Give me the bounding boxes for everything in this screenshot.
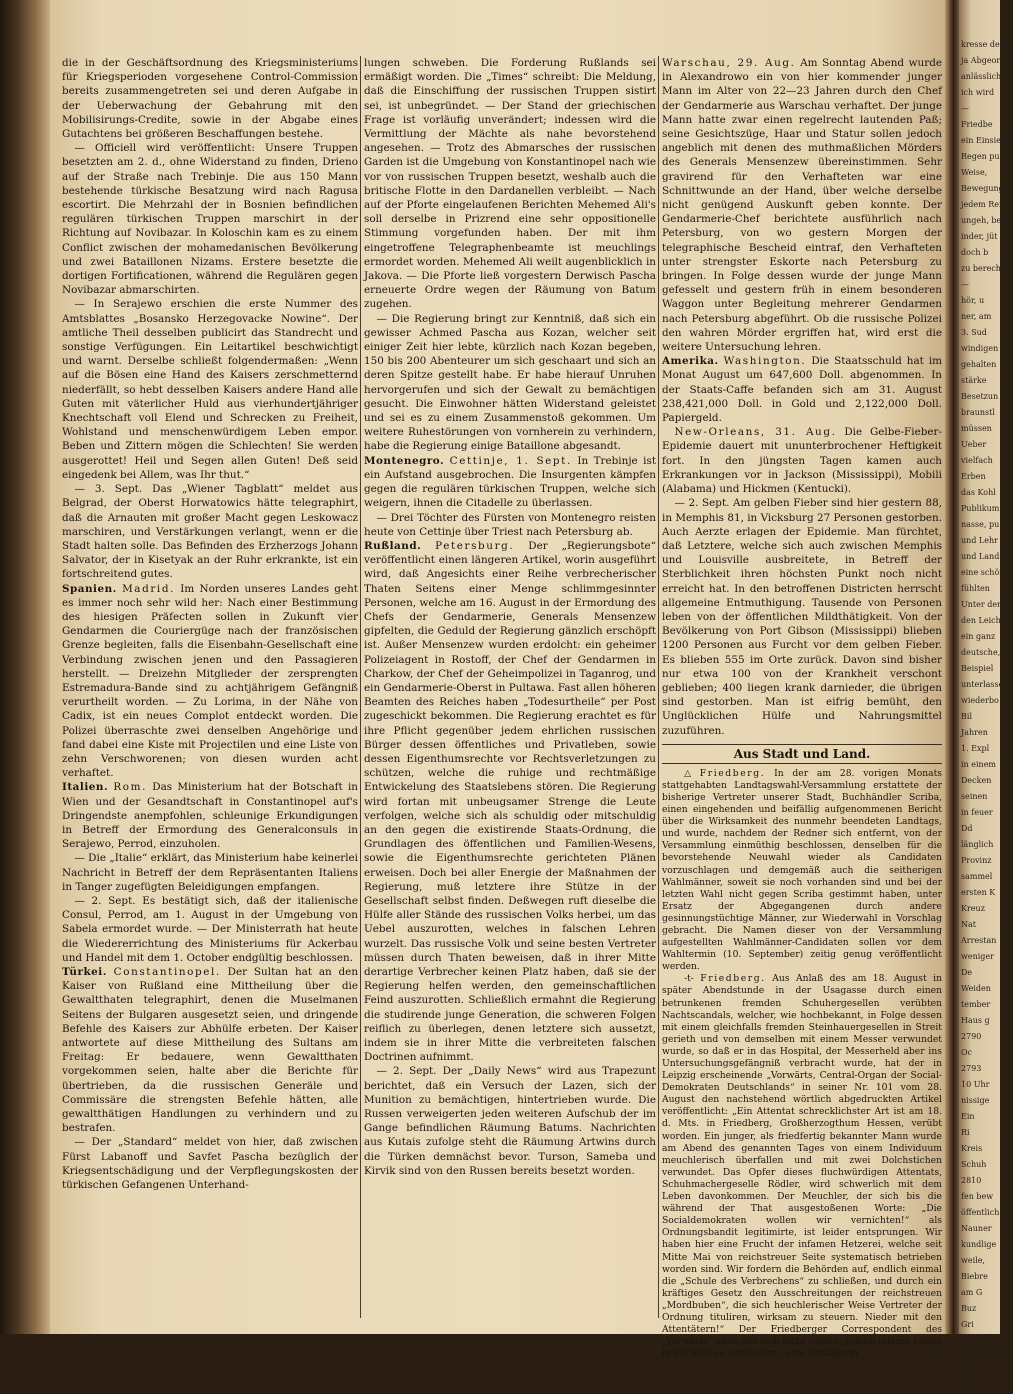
adjacent-page-fragment: windigen: [961, 344, 999, 353]
article-text: — Die „Italie“ erklärt, das Ministerium habe keinerlei Nachricht in Betreff der dem Repräsentanten Italiens in Tanger zugefügten Beleidigungen empfangen.: [62, 852, 358, 893]
article-text: Das Ministerium hat der Botschaft in Wien und der Gesandtschaft in Constantinopel auf's Dringendste anempfohlen, schleunige Erkundigungen in Betreff der Ermordung des Generalconsuls in Serajewo, Perrod, einzuholen.: [62, 781, 358, 851]
adjacent-page-fragment: unterlasse: [961, 680, 1004, 689]
column-rule: [360, 56, 361, 1318]
adjacent-page-fragment: ein Einsiedel: [961, 136, 1013, 145]
article-text: Der Sultan hat an den Kaiser von Rußland eine Mittheilung über die Gewaltthaten telegraphirt, denen die Muselmanen Seitens der Bulgaren ausgesetzt seien, und dringende Befehle des Kaisers zur Abhülfe erbeten. Der Kaiser antwortete auf diese Mittheilung des Sultans am Freitag: Er bedauere, wenn Gewaltthaten vorgekommen seien, halte aber die Berichte für übertrieben, da die russischen Generäle und Commissäre die strengsten Befehle hätten, alle gewaltthätigen Handlungen zu verhindern und zu bestrafen.: [62, 966, 359, 1135]
adjacent-page-fragment: Regen pur: [961, 152, 1004, 161]
adjacent-page-fragment: Kreis: [961, 1144, 983, 1153]
adjacent-page-fragment: Buz: [961, 1304, 977, 1313]
adjacent-page-fragment: zu berech: [961, 264, 1001, 273]
adjacent-page-fragment: Nauner: [961, 1224, 992, 1233]
dateline: Warschau, 29. Aug.: [662, 57, 796, 69]
article-paragraph: [364, 56, 656, 312]
adjacent-page-fragment: jedem Rei: [961, 200, 1002, 209]
adjacent-page-fragment: Unter den: [961, 600, 1003, 609]
article-text: die in der Geschäftsordnung des Kriegsministeriums für Kriegsperioden vorgesehene Control-Commission bereits zusammengetreten sei und deren Aufgabe in der Ueberwachung der Gebahrung mit den Mobilisirungs-Credite, sowie in der Abgabe eines Gutachtens bei größeren Beschaffungen bestehe.: [62, 57, 358, 141]
article-paragraph: [662, 56, 942, 354]
adjacent-page-fragment: Gemeinde: [961, 1352, 1003, 1361]
newspaper-page: [50, 0, 945, 1360]
article-paragraph: [62, 482, 358, 581]
country-heading: Italien.: [62, 781, 109, 794]
article-text: Aus Anlaß des am 18. August in später Abendstunde in der Usagasse durch einen betrunkenen fremden Schuhergesellen verübten Nachtscandals, welcher, wie hochbekannt, in Folge dessen mit einem gleichfalls fremden Steinhauergesellen in Streit gerieth und von demselben mit einem Messer verwundet wurde, so daß er in das Hospital, der Messerheld aber ins Untersuchungsgefängniß verbracht wurde, hat der in Leipzig erscheinende „Vorwärts, Central-Organ der Social-Demokraten Deutschlands“ in seiner Nr. 101 vom 28. August den nachstehend wörtlich abgedruckten Artikel veröffentlicht: „Ein Attentat schrecklichster Art ist am 18. d. Mts. in Friedberg, Großherzogthum Hessen, verübt worden. Ein junger, als friedfertig bekannter Mann wurde am Abend des genannten Tages von einem Individuum meuchlerisch überfallen und mit zwei Dolchstichen verwundet. Das Opfer dieses fluchwürdigen Attentats, Schuhmachergeselle Rödler, wird schwerlich mit dem Leben davonkommen. Der Meuchler, der sich bis die während der That ausgestoßenen Worte: „Die Socialdemokraten wollen wir vernichten!“ als Ordnungsbandit legitimirte, ist leider entsprungen. Wir haben hier eine Frucht der infamen Hetzerei, welche seit Mitte Mai von reichstreuer Seite systematisch betrieben worden sind. Wir fordern die Behörden auf, endlich einmal die „Schule des Verbrechens“ zu schließen, und durch ein kräftiges Gesetz den Ausschreitungen der reichstreuen „Mordbuben“, die sich heuchlerischer Weise Vertreter der Ordnung tituliren, wirksam zu steuern. Nieder mit den Attentätern!“ Der Friedberger Correspondent des „Vorwärts“ aber, der sich nicht scheut, solche infame Lügen in die Welt zu schleudern, eine Schlägerei: [662, 973, 942, 1360]
adjacent-page-fragment: nasse, pu: [961, 520, 1000, 529]
article-paragraph: [62, 56, 358, 141]
article-paragraph: [662, 973, 942, 1360]
country-heading: Spanien.: [62, 582, 117, 595]
article-paragraph: [62, 582, 358, 781]
article-paragraph: [662, 768, 942, 974]
adjacent-page-fragment: Arrestan: [961, 936, 997, 945]
country-heading: Amerika.: [662, 355, 719, 368]
adjacent-page-fragment: Gri: [961, 1320, 974, 1329]
adjacent-page-fragment: Kreuz: [961, 904, 985, 913]
adjacent-page-fragment: sammel: [961, 872, 993, 881]
adjacent-page-fragment: Ri: [961, 1128, 970, 1137]
article-text: Im Norden unseres Landes geht es immer noch sehr wild her: Nach einer Bestimmung des hiesigen Präfecten sollen in Zukunft vier Gendarmen die Couriergüge nach der französischen Grenze begleiten, falls die Eisenbahn-Gesellschaft eine Verbindung zwischen jenen und den Passagieren herstellt. — Dreizehn Mitglieder der zersprengten Estremadura-Bande sind zu achtjährigem Gefängniß verurtheilt worden. — Zu Lorima, in der Nähe von Cadix, ist ein neues Complot entdeckt worden. Die Polizei überraschte zwei denselben Angehörige und fand dabei eine Kiste mit Projectilen und eine Liste von zehn Verschworenen; von diesen wurden acht verhaftet.: [62, 582, 358, 780]
column-rule: [658, 56, 659, 1318]
column-2: [364, 56, 656, 1318]
adjacent-page-fragment: Bil: [961, 712, 972, 721]
adjacent-page-fragment: länglich: [961, 840, 994, 849]
adjacent-page-fragment: ein ganz: [961, 632, 996, 641]
adjacent-page-fragment: in einem: [961, 760, 997, 769]
paragraph-marker: -t-: [684, 974, 694, 985]
adjacent-page-fragment: ner, am: [961, 312, 992, 321]
adjacent-page-fragment: Weise,: [961, 168, 988, 177]
article-paragraph: [364, 312, 656, 454]
dateline: Washington.: [723, 355, 807, 368]
adjacent-page-fragment: braunstl: [961, 408, 995, 417]
article-text: Am Sonntag Abend wurde in Alexandrowo ein von hier kommender junger Mann im Alter von 22—23 Jahren durch den Chef der Gendarmerie aus Warschau verhaftet. Der junge Mann hatte zwar einen regelrecht lautenden Paß; seine Gesichtszüge, Haar und Statur sollen jedoch angeblich mit denen des muthmaßlichen Mörders des Generals Mensenzew übereinstimmen. Sehr gravirend für den Verhafteten war eine Schnittwunde an der Hand, über welche derselbe nicht genügend Auskunft geben konnte. Der Gendarmerie-Chef berichtete ausführlich nach Petersburg, von wo gestern Morgen der telegraphische Bescheid eintraf, den Verhafteten unter strengster Eskorte nach Petersburg zu bringen. In Folge dessen wurde der junge Mann gefesselt und gestern früh in einem besonderen Waggon unter Begleitung mehrerer Gendarmen nach Petersburg abgeführt. Ob die russische Polizei den wahren Mörder ergriffen hat, wird erst die weitere Untersuchung lehren.: [662, 57, 942, 354]
adjacent-page-fragment: Provinz: [961, 856, 992, 865]
adjacent-page-edge: [959, 0, 1013, 1393]
adjacent-page-fragment: Friedbe: [961, 120, 993, 129]
adjacent-page-fragment: inder, jüt: [961, 232, 998, 241]
local-news: [662, 768, 942, 1361]
adjacent-page-fragment: fühlten: [961, 584, 990, 593]
adjacent-page-fragment: Schuh: [961, 1160, 987, 1169]
section-heading: Aus Stadt und Land.: [662, 744, 942, 764]
article-paragraph: [662, 354, 942, 425]
dateline: Friedberg.: [699, 767, 766, 779]
article-text: — 3. Sept. Das „Wiener Tagblatt“ meldet aus Belgrad, der Oberst Horwatowics hätte telegraphirt, daß die Arnauten mit großer Macht gegen Leskowacz marschiren, und Verstärkungen verlangt, wenn er die Stadt halten solle. Das Befinden des Erzherzogs Johann Salvator, der in Kisetyak an der Ruhr erkrankte, ist ein fortschreitend gutes.: [62, 483, 358, 581]
adjacent-page-fragment: vielfach: [961, 456, 993, 465]
adjacent-page-fragment: Besetzun: [961, 392, 999, 401]
dateline: Constantinopel.: [113, 966, 221, 978]
article-paragraph: [662, 425, 942, 496]
adjacent-page-fragment: 1. Expl: [961, 744, 990, 753]
adjacent-page-fragment: am G: [961, 1288, 983, 1297]
adjacent-page-fragment: ungeh, ber: [961, 216, 1006, 225]
article-text: — 2. Sept. Am gelben Fieber sind hier gestern 88, in Memphis 81, in Vicksburg 27 Personen gestorben. Auch Aerzte erlagen der Epidemie. Man fürchtet, daß Letztere, welche sich auch zwischen Memphis und Louisville ausbreitete, in Betreff der Sterblichkeit ihren höchsten Punkt noch nicht erreicht hat. In den betroffenen Districten herrscht allgemeine Entmuthigung. Tausende von Personen leben von der öffentlichen Mildthätigkeit. Von der Bevölkerung von Port Gibson (Mississippi) blieben 1200 Personen aus Furcht vor dem gelben Fieber. Es blieben 555 im Orte zurück. Davon sind bisher nur etwa 100 von der Krankheit verschont geblieben; 400 liegen krank darnieder, die übrigen sind gestorben. Man ist eifrig bemüht, den Unglücklichen Hülfe und Nahrungsmittel zuzuführen.: [662, 497, 942, 737]
adjacent-page-fragment: Dd: [961, 824, 973, 833]
adjacent-page-fragment: und Land: [961, 552, 1000, 561]
adjacent-page-fragment: 2810: [961, 1176, 982, 1185]
adjacent-page-fragment: weniger: [961, 952, 994, 961]
dateline: New-Orleans, 31. Aug.: [674, 426, 837, 439]
adjacent-page-fragment: De: [961, 968, 973, 977]
article-text: — Die Regierung bringt zur Kenntniß, daß sich ein gewisser Achmed Pascha aus Kozan, welcher seit einiger Zeit hier lebte, kürzlich nach Kozan begeben, 150 bis 200 Abenteurer um sich geschaart und sich an deren Spitze gestellt habe. Er habe hierauf Unruhen hervorgerufen und sich der Gewalt zu bemächtigen gesucht. Die Einwohner hätten Widerstand geleistet und sei es zu einem Zusammenstoß gekommen. Um weitere Ruhestörungen von vornherein zu verhindern, habe die Regierung einige Bataillone abgesandt.: [364, 312, 656, 453]
adjacent-page-fragment: Beispiel: [961, 664, 994, 673]
article-paragraph: [364, 1064, 656, 1178]
article-paragraph: [62, 894, 358, 965]
adjacent-page-fragment: Weiden: [961, 984, 991, 993]
adjacent-page-fragment: das Kohl: [961, 488, 996, 497]
adjacent-page-fragment: 2834: [961, 1368, 982, 1377]
adjacent-page-fragment: doch b: [961, 248, 989, 257]
adjacent-page-fragment: wiederbo: [961, 696, 999, 705]
dateline: Cettinje, 1. Sept.: [449, 454, 572, 467]
article-paragraph: [62, 141, 358, 297]
adjacent-page-fragment: deutsche,: [961, 648, 1001, 657]
article-text: In Trebinje ist ein Aufstand ausgebrochen. Die Insurgenten kämpfen gegen die regulären türkischen Truppen, welche sich weigern, ihnen die Citadelle zu überlassen.: [364, 454, 656, 510]
adjacent-page-fragment: 2790: [961, 1032, 982, 1041]
adjacent-page-fragment: den Leich: [961, 616, 1001, 625]
article-paragraph: [62, 965, 358, 1135]
article-paragraph: [62, 1135, 358, 1192]
adjacent-page-fragment: gehalten: [961, 360, 997, 369]
adjacent-page-fragment: 10 Uhr: [961, 1080, 990, 1089]
article-text: — In Serajewo erschien die erste Nummer des Amtsblattes „Bosansko Herzegovacke Nowine“. Der amtliche Theil desselben publicirt das Standrecht und sonstige Verfügungen. Ein Leitartikel beschwichtigt und warnt. Derselbe schließt folgendermaßen: „Wenn auf die Bösen eine Hand des Kaisers zerschmetternd niederfällt, so hebt desselben Kaisers andere Hand alle Guten mit väterlicher Huld aus vierhundertjähriger Knechtschaft voll Elend und Schrecken zu Freiheit, Wohlstand und menschenwürdigem Leben empor. Beben und Zittern mögen die Schlechten! Sie werden ausgerottet! Heil und Segen allen Guten! Deß seid eingedenk bei Allem, was Ihr thut.“: [62, 298, 358, 481]
adjacent-page-fragment: hör, u: [961, 296, 985, 305]
article-text: — Officiell wird veröffentlicht: Unsere Truppen besetzten am 2. d., ohne Widerstand zu finden, Drieno auf der Straße nach Trebinje. Die aus 150 Mann bestehende türkische Besatzung wird nach Ragusa escortirt. Die Mehrzahl der in Bosnien befindlichen regulären türkischen Truppen marschirt in der Richtung auf Novibazar. In Koloschin kam es zu einem Conflict zwischen der mohamedanischen Bevölkerung und zwei Bataillonen Nizams. Erstere besetzte die dortigen Fortificationen, während die Regulären gegen Novibazar abmarschirten.: [62, 142, 358, 297]
adjacent-page-fragment: weile,: [961, 1256, 985, 1265]
adjacent-page-fragment: anlässlich: [961, 72, 1002, 81]
article-paragraph: [364, 511, 656, 539]
article-paragraph: [364, 454, 656, 511]
column-3: [662, 56, 943, 1360]
article-text: — Der „Standard“ meldet von hier, daß zwischen Fürst Labanoff und Savfet Pascha bezüglich der Kriegsentschädigung und der Verpflegungskosten der türkischen Gefangenen Unterhand-: [62, 1136, 358, 1192]
adjacent-page-fragment: tember: [961, 1000, 991, 1009]
article-text: Der „Regierungsbote“ veröffentlicht einen längeren Artikel, worin ausgeführt wird, daß Angesichts einer Reihe verbrecherischer Thaten Seitens einer Menge schlimmgesinnter Personen, welche am 16. August in der Ermordung des Chefs der Gendarmerie, Generals Mensenzew gipfelten, die Geduld der Regierung gänzlich erschöpft ist. Außer Mensenzew wurden erdolcht: ein geheimer Polizeiagent in Rostoff, der Chef der Gendarmen in Charkow, der Chef der Geheimpolizei in Taganrog, und ein Gendarmerie-Oberst in Pultawa. Fast allen höheren Beamten des Reiches haben „Todesurtheile“ per Post zugeschickt bekommen. Die Regierung erachtet es für ihre Pflicht gegenüber jedem ehrlichen russischen Bürger dessen öffentliches und Privatleben, sowie dessen Eigenthumsrechte vor Rechtsverletzungen zu schützen, welche die ruhige und rechtmäßige Entwickelung des Staatslebens stören. Die Regierung wird fortan mit unbeugsamer Strenge die Leute verfolgen, welche sich als schuldig oder mitschuldig an den gegen die existirende Staats-Ordnung, die Grundlagen des öffentlichen und Familien-Wesens, sowie die Eigenthumsrechte gerichteten Plänen erweisen. Doch bei aller Energie der Maßnahmen der Regierung, muß letztere ihre Stütze in der Gesellschaft selbst finden. Deßwegen ruft dieselbe die Hülfe aller Stände des russischen Volks herbei, um das Uebel auszurotten, welches in falschen Lehren wurzelt. Das russische Volk und seine besten Vertreter müssen durch Thaten beweisen, daß in ihrer Mitte derartige Verbrecher keinen Platz haben, daß sie der Regierung helfen werden, den gemeinschaftlichen Feind auszurotten. Schließlich ermahnt die Regierung die studirende junge Generation, die schweren Folgen reiflich zu überlegen, denen letztere sich aussetzt, indem sie in ihrer Mitte die verbreiteten falschen Doctrinen aufnimmt.: [364, 539, 656, 1064]
adjacent-page-fragment: Nat: [961, 920, 976, 929]
adjacent-page-fragment: ersten K: [961, 888, 996, 897]
article-paragraph: [662, 496, 942, 737]
dateline: Petersburg.: [435, 539, 515, 552]
adjacent-page-fragment: seinen: [961, 792, 988, 801]
adjacent-page-fragment: Decken: [961, 776, 992, 785]
adjacent-page-fragment: Ein: [961, 1112, 975, 1121]
article-text: Die Gelbe-Fieber-Epidemie dauert mit ununterbrochener Heftigkeit fort. In den jüngsten Tagen kamen auch Erkrankungen vor in Jackson (Mississippi), Mobili (Alabama) und Hickmen (Kentucki).: [662, 426, 942, 496]
article-text: — 2. Sept. Der „Daily News“ wird aus Trapezunt berichtet, daß ein Versuch der Lazen, sich der Munition zu bemächtigen, hintertrieben wurde. Die Russen verweigerten jeden weiteren Aufschub der im Gange befindlichen Räumung Batums. Nachrichten aus Kutais zufolge steht die Räumung Artwins durch die Türken demnächst bevor. Turson, Sameba und Kirvik sind von den Russen bereits besetzt worden.: [364, 1065, 656, 1177]
adjacent-page-fragment: öffentlich: [961, 1208, 1000, 1217]
adjacent-page-fragment: —: [961, 280, 969, 289]
article-text: — 2. Sept. Es bestätigt sich, daß der italienische Consul, Perrod, am 1. August in der Umgebung von Sabela ermordet wurde. — Der Ministerrath hat heute die Wiedererrichtung des Ministeriums für Ackerbau und Handel mit dem 1. October endgültig beschlossen.: [62, 894, 358, 964]
article-paragraph: [62, 780, 358, 851]
country-heading: Türkei.: [62, 966, 107, 978]
country-heading: Rußland.: [364, 539, 422, 552]
dateline: Rom.: [113, 781, 147, 794]
adjacent-page-fragment: 2809: [961, 1336, 982, 1345]
adjacent-page-fragment: ich wird: [961, 88, 995, 97]
adjacent-page-fragment: Haus g: [961, 1016, 990, 1025]
adjacent-page-fragment: Publikum: [961, 504, 1000, 513]
adjacent-page-fragment: Biebre: [961, 1272, 988, 1281]
adjacent-page-fragment: in feuer: [961, 808, 993, 817]
adjacent-page-fragment: Jahren: [961, 728, 988, 737]
article-text: — Drei Töchter des Fürsten von Montenegro reisten heute von Cettinje über Triest nach Petersburg ab.: [364, 511, 656, 538]
adjacent-page-fragment: stärke: [961, 376, 987, 385]
adjacent-page-fragment: fen bew: [961, 1192, 994, 1201]
article-paragraph: [62, 851, 358, 894]
article-paragraph: [62, 297, 358, 482]
article-text: In der am 28. vorigen Monats stattgehabten Landtagswahl-Versammlung erstattete der bisherige Vertreter unserer Stadt, Buchhändler Scriba, einen eingehenden und beifällig aufgenommenen Bericht über die Wirksamkeit des nunmehr beendeten Landtags, und wurde, nachdem der Redner sich entfernt, von der Versammlung einmüthig beschlossen, denselben für die bevorstehende Neuwahl wieder als Candidaten vorzuschlagen und demgemäß auch die seitherigen Wahlmänner, soweit sie noch vorhanden sind und bei der letzten Wahl nicht gegen Scriba gestimmt haben, unter Ersatz der Abgegangenen durch andere gesinnungstüchtige Männer, zur Wiederwahl in Vorschlag gebracht. Die Namen dieser von der Versammlung aufgestellten Wahlmänner-Candidaten sollen vor dem Wahltermin (10. September) zeitig genug veröffentlicht werden.: [662, 767, 943, 973]
country-heading: Montenegro.: [364, 454, 445, 467]
adjacent-page-fragment: Bewegung: [961, 184, 1004, 193]
column-3-news: [662, 56, 942, 738]
article-text: Die Staatsschuld hat im Monat August um 647,600 Doll. abgenommen. In der Staats-Caffe befanden sich am 31. August 238,421,000 Doll. in Gold und 2,122,000 Doll. Papiergeld.: [662, 355, 942, 425]
book-spine-edge: [0, 0, 50, 1334]
column-1: [62, 56, 358, 1318]
adjacent-page-fragment: 3. Sud: [961, 328, 987, 337]
adjacent-page-fragment: Oc: [961, 1048, 973, 1057]
dateline: Madrid.: [122, 582, 175, 595]
adjacent-page-fragment: nissige: [961, 1096, 990, 1105]
paragraph-marker: △: [684, 768, 691, 779]
article-text: lungen schweben. Die Forderung Rußlands sei ermäßigt worden. Die „Times“ schreibt: Die Meldung, daß die Einschiffung der russischen Truppen sistirt sei, ist unbegründet. — Der Stand der griechischen Frage ist vorläufig unverändert; indessen wird die Vermittlung der Mächte als nahe bevorstehend angesehen. — Trotz des Abmarsches der russischen Garden ist die Umgebung von Konstantinopel nach wie vor von russischen Truppen besetzt, weshalb auch die britische Flotte in den Dardanellen verbleibt. — Nach auf der Pforte eingelaufenen Berichten Mehemed Ali's soll derselbe in Prizrend eine sehr oppositionelle Stimmung vorgefunden haben. Der mit ihm eingetroffene Telegraphenbeamte ist meuchlings ermordet worden. Mehemed Ali weilt augenblicklich in Jakova. — Die Pforte ließ vorgestern Derwisch Pascha erneuerte Ordre wegen der Räumung von Batum zugehen.: [364, 57, 656, 311]
book-gutter: [945, 0, 959, 1334]
adjacent-page-fragment: —: [961, 104, 969, 113]
adjacent-page-fragment: 20: [961, 1384, 972, 1393]
dateline: Friedberg.: [700, 973, 766, 985]
adjacent-page-fragment: Erben: [961, 472, 986, 481]
adjacent-page-fragment: und Lehr: [961, 536, 998, 545]
adjacent-page-fragment: eine schön: [961, 568, 1005, 577]
adjacent-page-fragment: 2793: [961, 1064, 982, 1073]
adjacent-page-fragment: Ueber: [961, 440, 987, 449]
adjacent-page-fragment: kresse des: [961, 40, 1004, 49]
adjacent-page-fragment: ja Abgeordn: [961, 56, 1011, 65]
adjacent-page-fragment: müssen: [961, 424, 992, 433]
adjacent-page-fragment: kundlige: [961, 1240, 997, 1249]
article-paragraph: [364, 539, 656, 1065]
